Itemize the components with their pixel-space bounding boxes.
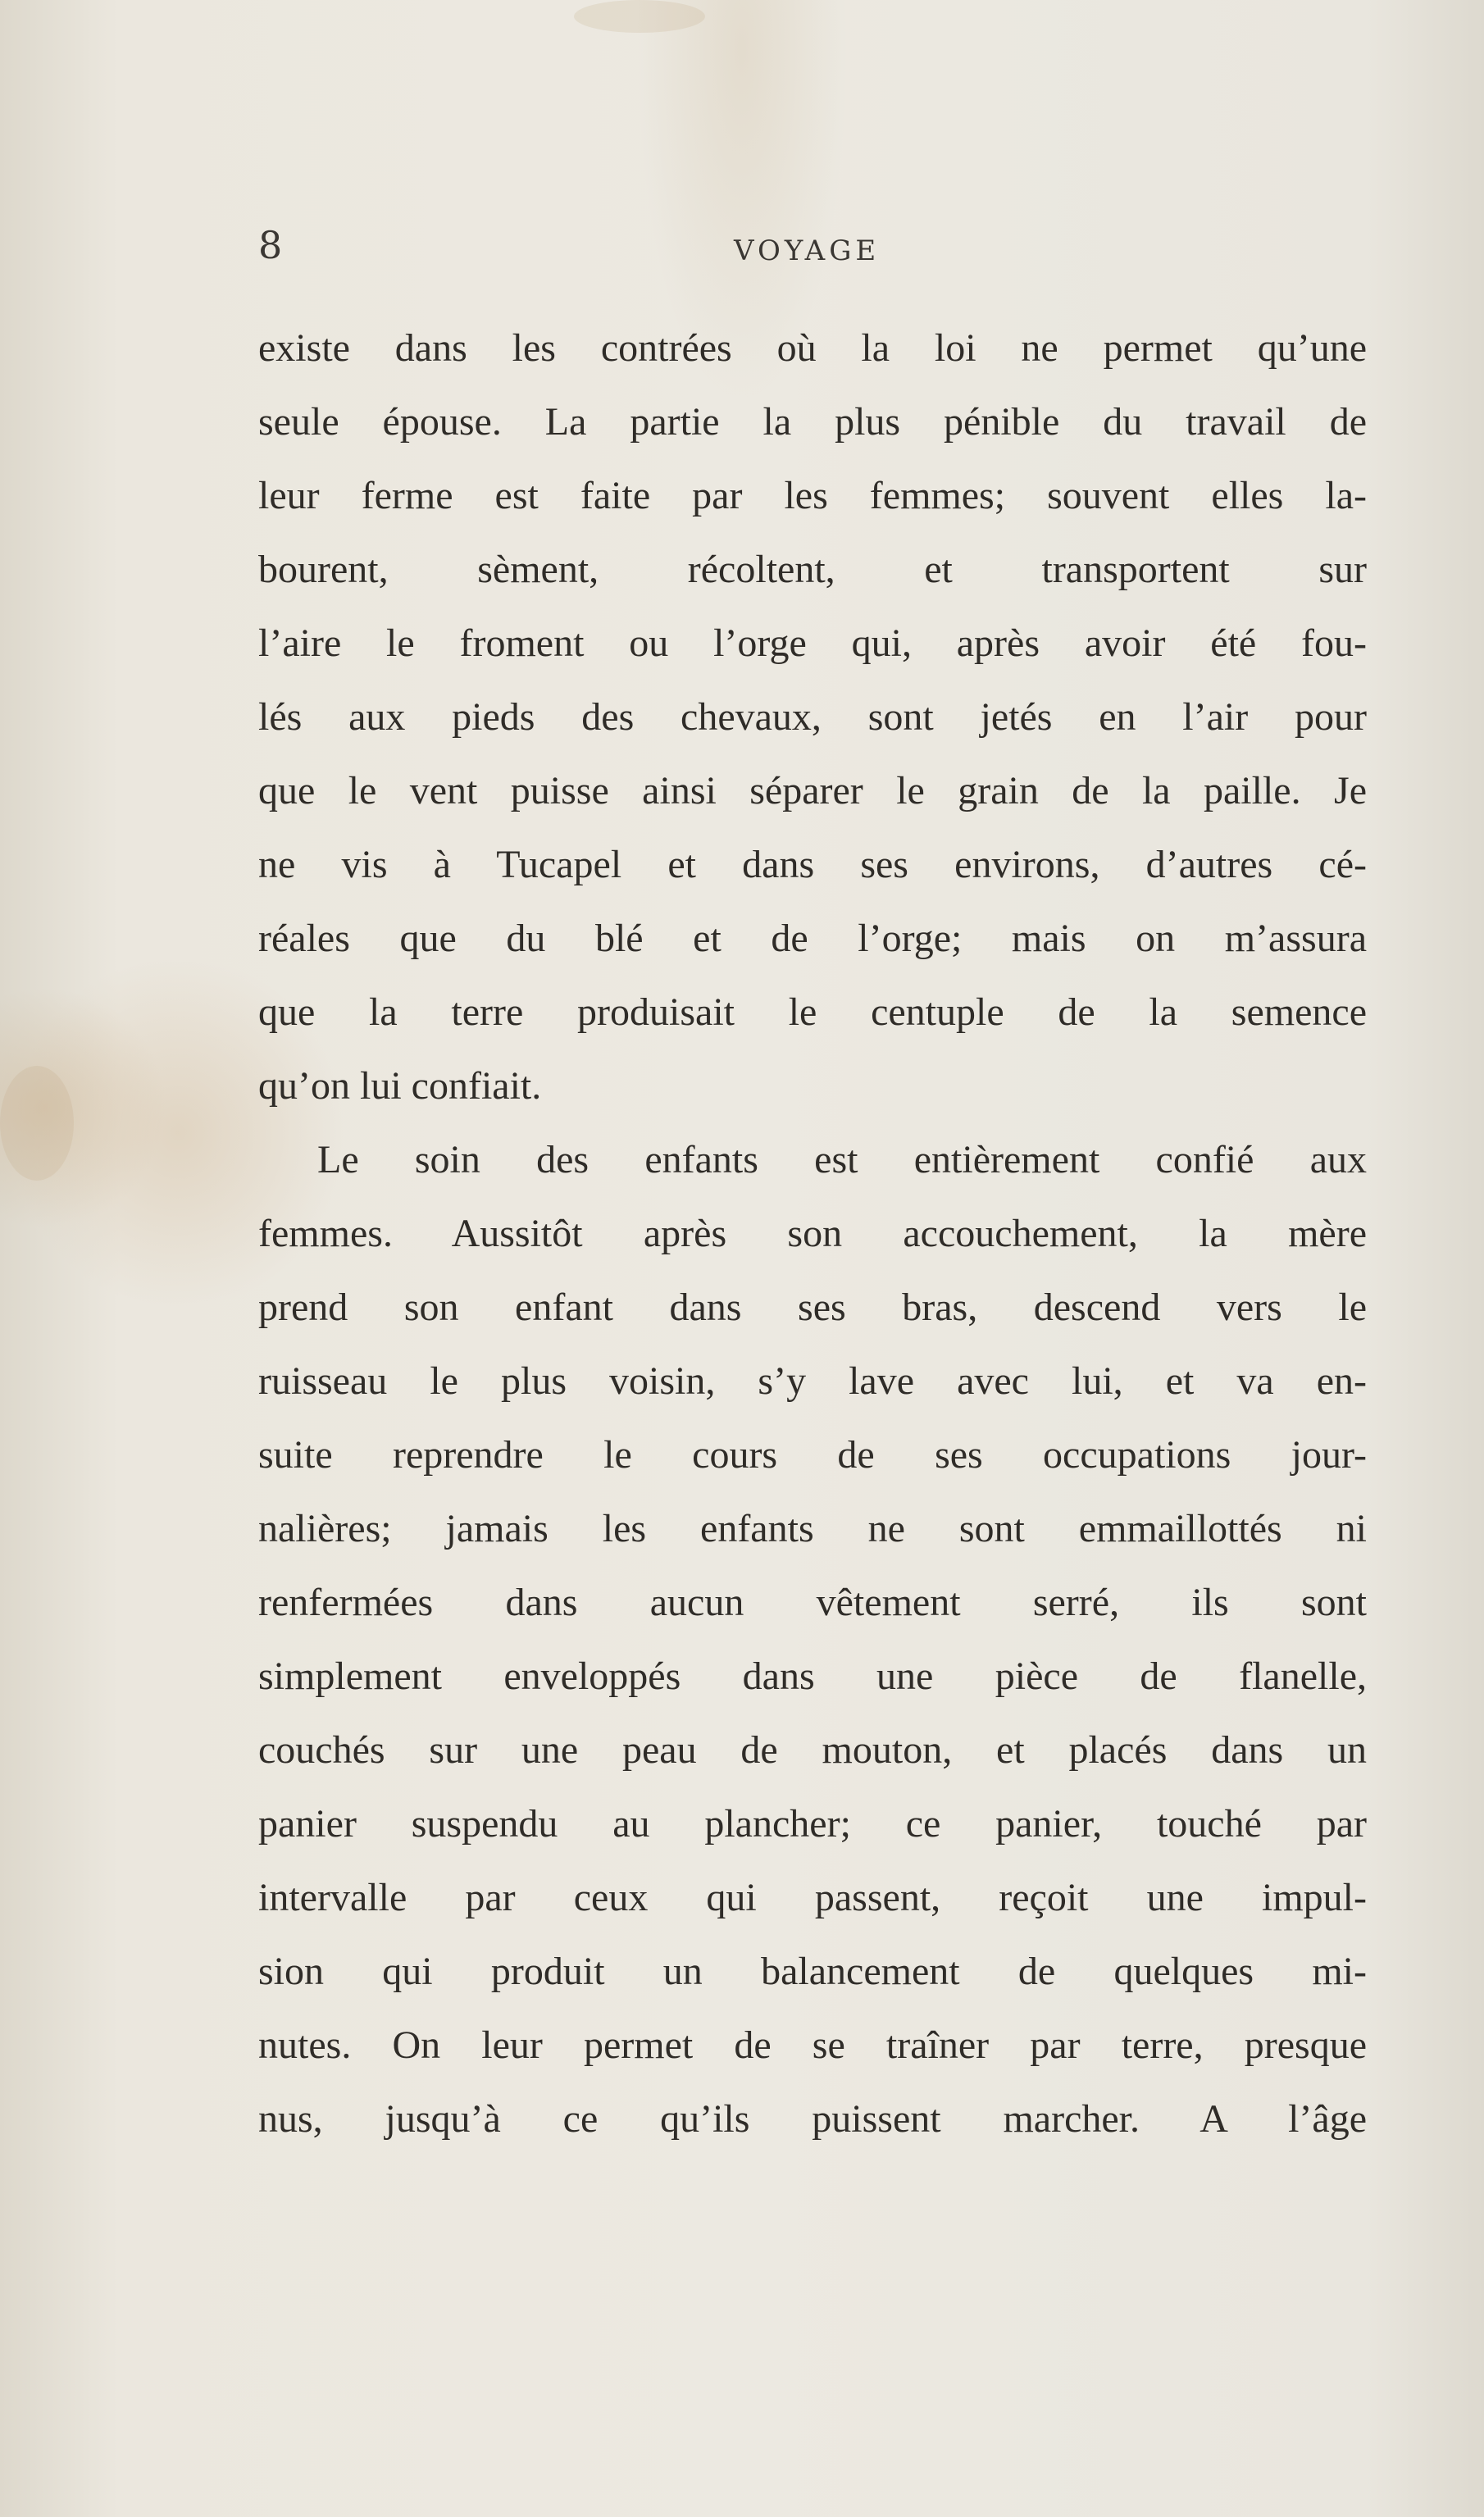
text-line: leur ferme est faite par les femmes; souvent elles la-: [258, 474, 1367, 517]
running-title: VOYAGE: [734, 234, 881, 267]
text-line: que la terre produisait le centuple de la semence: [258, 990, 1367, 1034]
text-line: qu’on lui confiait.: [258, 1064, 542, 1108]
text-line: bourent, sèment, récoltent, et transportent sur: [258, 548, 1367, 591]
text-line: simplement enveloppés dans une pièce de flanelle,: [258, 1654, 1367, 1698]
text-line: nutes. On leur permet de se traîner par terre, presque: [258, 2023, 1367, 2067]
text-line: intervalle par ceux qui passent, reçoit une impul-: [258, 1876, 1367, 1919]
text-line: réales que du blé et de l’orge; mais on m’assura: [258, 917, 1367, 960]
paper-stain: [0, 1066, 74, 1181]
running-head: [258, 223, 1367, 289]
text-line: Le soin des enfants est entièrement confié aux: [317, 1138, 1367, 1181]
text-line: lés aux pieds des chevaux, sont jetés en l’air pour: [258, 695, 1367, 739]
text-line: nalières; jamais les enfants ne sont emmaillottés ni: [258, 1507, 1367, 1550]
text-line: ne vis à Tucapel et dans ses environs, d’autres cé-: [258, 843, 1367, 886]
page-number: 8: [258, 223, 283, 267]
text-line: suite reprendre le cours de ses occupations jour-: [258, 1433, 1367, 1477]
text-line: existe dans les contrées où la loi ne permet qu’une: [258, 326, 1367, 370]
body-text: [258, 312, 1367, 2156]
text-line: panier suspendu au plancher; ce panier, touché par: [258, 1802, 1367, 1846]
paper-stain: [574, 0, 705, 33]
text-line: couchés sur une peau de mouton, et placés dans un: [258, 1728, 1367, 1772]
text-line: ruisseau le plus voisin, s’y lave avec lui, et va en-: [258, 1359, 1367, 1403]
text-line: nus, jusqu’à ce qu’ils puissent marcher. A l’âge: [258, 2097, 1367, 2141]
text-line: femmes. Aussitôt après son accouchement, la mère: [258, 1212, 1367, 1255]
text-line: l’aire le froment ou l’orge qui, après avoir été fou-: [258, 621, 1367, 665]
text-line: que le vent puisse ainsi séparer le grain de la paille. Je: [258, 769, 1367, 812]
text-line: prend son enfant dans ses bras, descend vers le: [258, 1286, 1367, 1329]
text-line: renfermées dans aucun vêtement serré, ils sont: [258, 1581, 1367, 1624]
text-line: seule épouse. La partie la plus pénible du travail de: [258, 400, 1367, 444]
text-line: sion qui produit un balancement de quelques mi-: [258, 1950, 1367, 1993]
